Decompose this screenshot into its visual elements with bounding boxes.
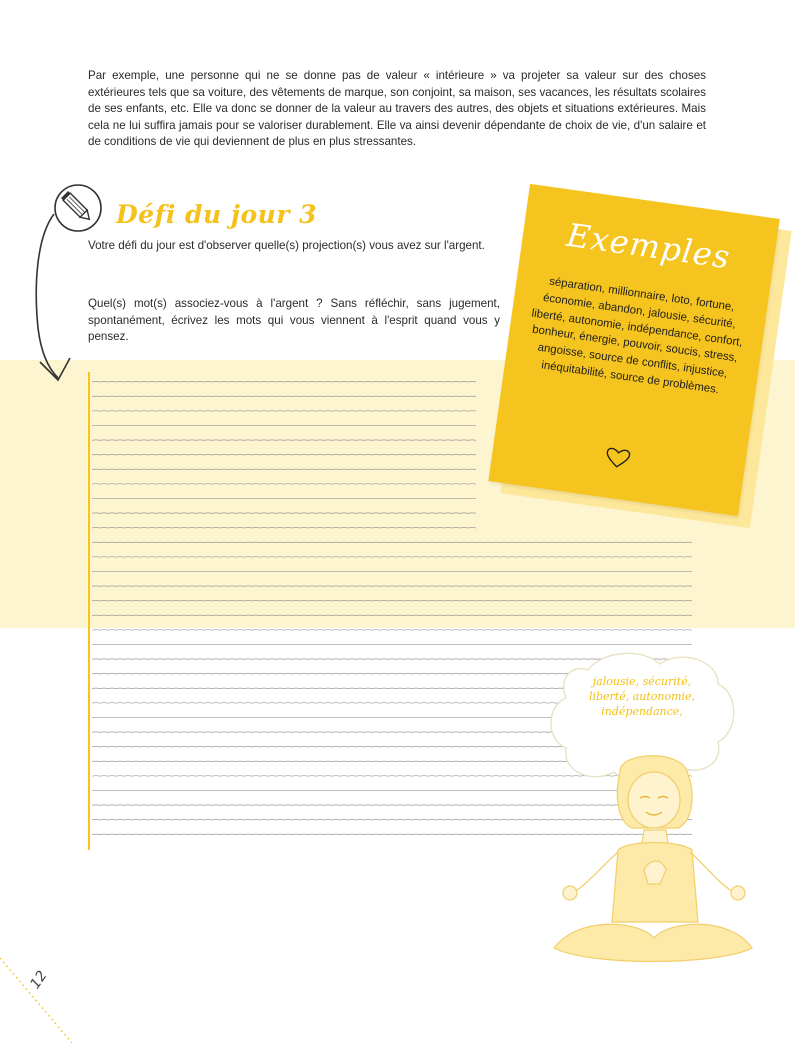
writing-line[interactable] [92, 440, 476, 441]
writing-line[interactable] [92, 382, 476, 383]
writing-line[interactable] [92, 513, 476, 514]
challenge-question: Quel(s) mot(s) associez-vous à l'argent ? Sans réfléchir, sans jugement, spontanément, écrivez les mots qui vous viennent à l'esprit quand vous y pensez. [88, 297, 500, 344]
thought-bubble-text: jalousie, sécurité, liberté, autonomie, indépendance, [588, 675, 696, 718]
curved-arrow-icon [28, 178, 118, 388]
heart-icon [603, 445, 632, 470]
writing-line[interactable] [92, 557, 692, 558]
writing-line[interactable] [92, 484, 476, 485]
writing-line[interactable] [92, 615, 692, 616]
sticky-note-text: séparation, millionnaire, loto, fortune, économie, abandon, jalousie, sécurité, liberté, autonomie, indépendance, confort, bonheur, énergie, pouvoir, soucis, stress, angoisse, source de conflits, injustice, inéquitabilité, source de problèmes. [530, 275, 744, 397]
writing-line[interactable] [92, 542, 692, 543]
challenge-instruction: Votre défi du jour est d'observer quelle(s) projection(s) vous avez sur l'argent. [88, 239, 485, 252]
writing-line[interactable] [92, 601, 692, 602]
writing-margin-line [88, 372, 90, 850]
writing-line[interactable] [92, 528, 476, 529]
writing-line[interactable] [92, 571, 692, 572]
meditating-woman-illustration [548, 752, 758, 972]
writing-line[interactable] [92, 455, 476, 456]
page-number: 12 [27, 968, 51, 992]
intro-paragraph: Par exemple, une personne qui ne se donne pas de valeur « intérieure » va projeter sa valeur sur des choses extérieures tels que sa voiture, des vêtements de marque, son conjoint, sa maison, ses vacances, les résultats scolaires de ses enfants, etc. Elle va donc se donner de la valeur au travers des autres, des objets et situations extérieures. Mais cela ne lui suffira jamais pour se valoriser durablement. Elle va ainsi devenir dépendante de choix de vie, d'un salaire et de conditions de vie qui deviennent de plus en plus stressantes. [88, 69, 706, 149]
challenge-title: Défi du jour 3 [116, 200, 318, 229]
writing-line[interactable] [92, 396, 476, 397]
writing-line[interactable] [92, 411, 476, 412]
writing-line[interactable] [92, 644, 692, 645]
writing-line[interactable] [92, 425, 476, 426]
writing-line[interactable] [92, 498, 476, 499]
sticky-note-title: Exemples [564, 215, 733, 277]
examples-sticky-note [488, 184, 779, 516]
writing-line[interactable] [92, 469, 476, 470]
writing-line[interactable] [92, 630, 692, 631]
writing-line[interactable] [92, 586, 692, 587]
